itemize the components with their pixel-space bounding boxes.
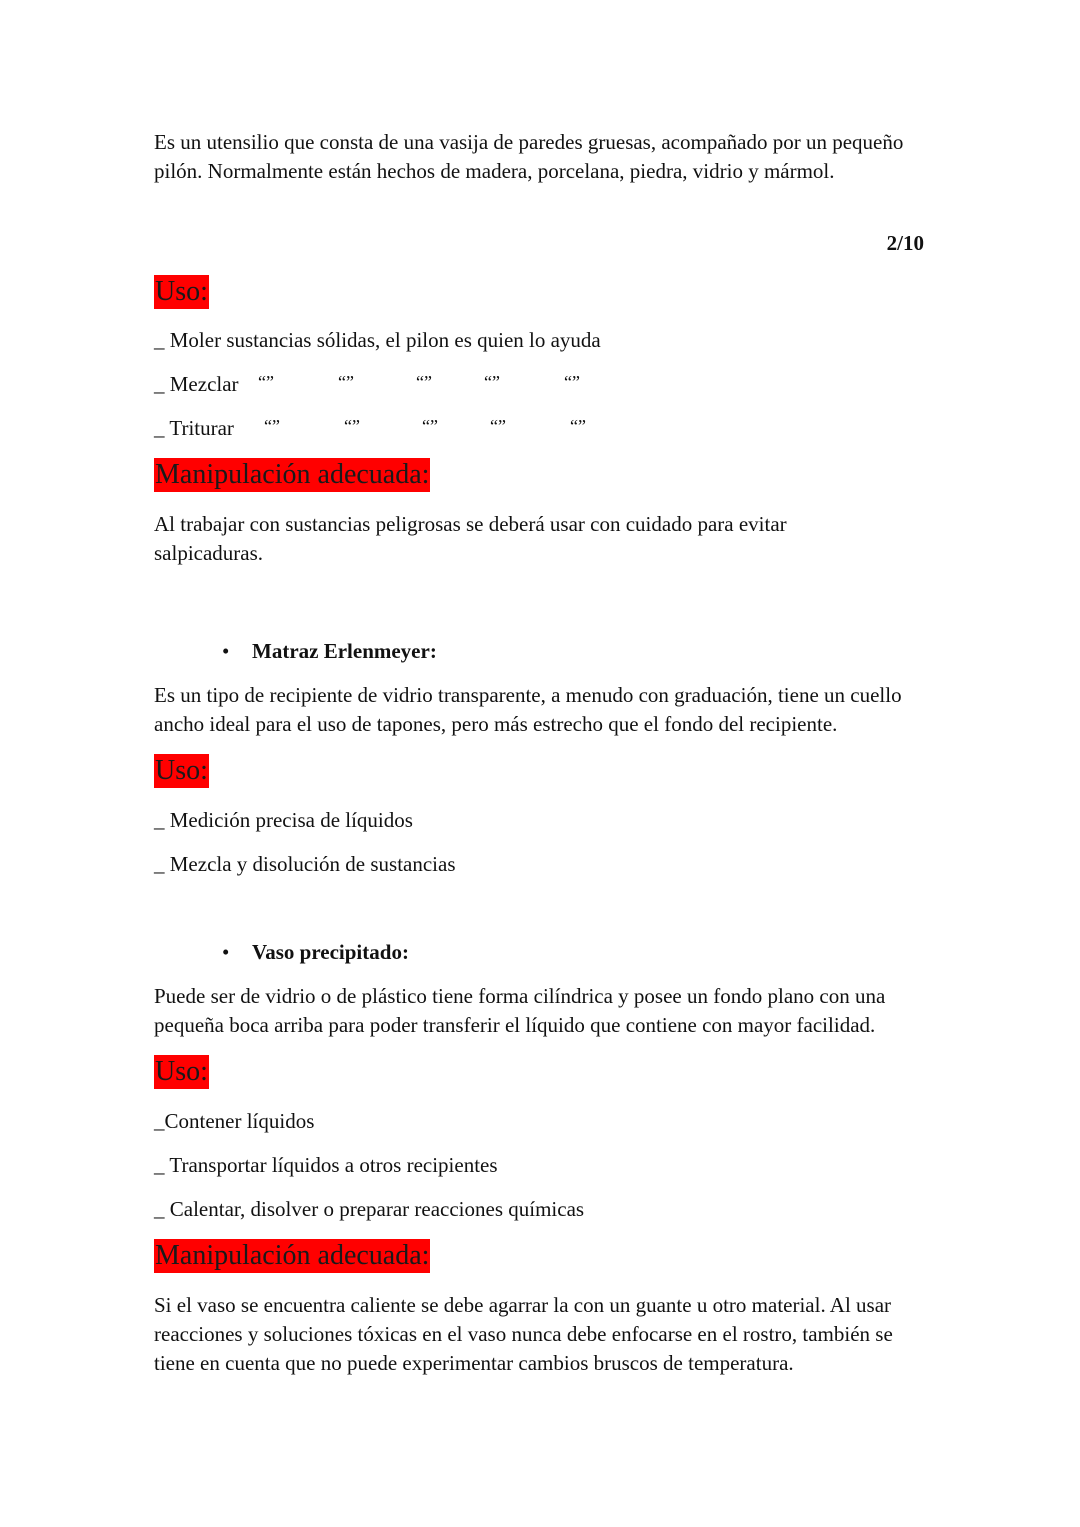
uso-heading: Uso: bbox=[155, 1056, 208, 1087]
manipulacion-heading: Manipulación adecuada: bbox=[155, 459, 430, 490]
uso-item: _ Medición precisa de líquidos bbox=[154, 808, 413, 832]
ditto-mark: “” bbox=[264, 416, 280, 436]
bullet-icon: • bbox=[222, 639, 230, 663]
ditto-mark: “” bbox=[564, 372, 580, 392]
ditto-mark: “” bbox=[344, 416, 360, 436]
manipulacion-text: Al trabajar con sustancias peligrosas se deberá usar con cuidado para evitar salpicaduras. bbox=[154, 512, 787, 565]
uso-item: _ Mezclar bbox=[154, 372, 239, 396]
uso-item: _ Moler sustancias sólidas, el pilon es quien lo ayuda bbox=[154, 328, 601, 352]
ditto-mark: “” bbox=[490, 416, 506, 436]
section-title bbox=[222, 938, 409, 967]
ditto-mark: “” bbox=[338, 372, 354, 392]
ditto-mark: “” bbox=[570, 416, 586, 436]
manipulacion-text: Si el vaso se encuentra caliente se debe agarrar la con un guante u otro material. Al usar reacciones y soluciones tóxicas en el vaso nunca debe enfocarse en el rostro, también se tiene en cuenta que no puede experimentar cambios bruscos de temperatura. bbox=[154, 1293, 893, 1375]
ditto-mark: “” bbox=[422, 416, 438, 436]
manipulacion-heading: Manipulación adecuada: bbox=[155, 1240, 430, 1271]
ditto-mark: “” bbox=[416, 372, 432, 392]
section-title-text: Vaso precipitado: bbox=[252, 940, 409, 964]
section-title bbox=[222, 637, 437, 666]
ditto-mark: “” bbox=[258, 372, 274, 392]
uso-item: _ Transportar líquidos a otros recipientes bbox=[154, 1153, 498, 1177]
vaso-description: Puede ser de vidrio o de plástico tiene forma cilíndrica y posee un fondo plano con una pequeña boca arriba para poder transferir el líquido que contiene con mayor facilidad. bbox=[154, 984, 886, 1037]
uso-heading: Uso: bbox=[155, 276, 208, 307]
uso-item: _ Triturar bbox=[154, 416, 234, 440]
bullet-icon: • bbox=[222, 940, 230, 964]
page-number: 2/10 bbox=[886, 231, 924, 255]
section-title-text: Matraz Erlenmeyer: bbox=[252, 639, 437, 663]
mortero-description: Es un utensilio que consta de una vasija de paredes gruesas, acompañado por un pequeño pilón. Normalmente están hechos de madera, porcelana, piedra, vidrio y mármol. bbox=[154, 130, 904, 183]
uso-item: _ Calentar, disolver o preparar reacciones químicas bbox=[154, 1197, 585, 1221]
uso-item: _Contener líquidos bbox=[154, 1109, 315, 1133]
uso-heading: Uso: bbox=[155, 755, 208, 786]
matraz-description: Es un tipo de recipiente de vidrio transparente, a menudo con graduación, tiene un cuello ancho ideal para el uso de tapones, pero más estrecho que el fondo del recipiente. bbox=[154, 683, 902, 736]
uso-item: _ Mezcla y disolución de sustancias bbox=[154, 852, 456, 876]
ditto-mark: “” bbox=[484, 372, 500, 392]
